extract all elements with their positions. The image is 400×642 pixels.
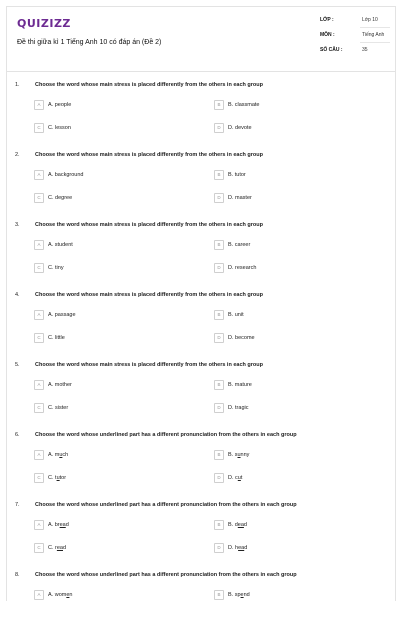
option-text [48, 195, 72, 201]
option-word-end: d [243, 522, 247, 528]
question-number: 2. [15, 152, 20, 158]
meta-label: MÔN : [320, 32, 335, 38]
option-word-start: classmate [234, 102, 260, 108]
option-word-start: s [234, 452, 238, 458]
option-label: A. [48, 312, 54, 318]
option-label: A. [48, 522, 54, 528]
option-word-underlined: ea [238, 545, 245, 551]
option-word-start: tragic [235, 405, 249, 411]
answer-option[interactable] [214, 450, 364, 460]
option-word-start: h [235, 545, 239, 551]
option-text [48, 475, 66, 481]
option-word-start: mother [54, 382, 72, 388]
option-label: B. [228, 242, 234, 248]
option-label: B. [228, 382, 234, 388]
option-label: B. [228, 172, 234, 178]
option-word-start: become [235, 335, 255, 341]
option-letter-box[interactable]: D [214, 263, 224, 273]
option-letter-box[interactable]: D [214, 403, 224, 413]
option-word-end: t [240, 475, 243, 481]
option-word-underlined: u [237, 452, 241, 458]
option-text [48, 382, 72, 388]
answer-option[interactable] [34, 333, 184, 343]
option-word-end: tor [59, 475, 67, 481]
option-word-start: tiny [55, 265, 64, 271]
question-text: Choose the word whose main stress is placed differently from the others in each group [35, 362, 263, 368]
answer-option[interactable] [214, 590, 364, 600]
option-word-start: wom [54, 592, 67, 598]
question-text: Choose the word whose main stress is placed differently from the others in each group [35, 222, 263, 228]
option-letter-box[interactable]: C [34, 263, 44, 273]
option-letter-box[interactable]: A [34, 170, 44, 180]
answer-option[interactable] [214, 333, 364, 343]
option-letter-box[interactable]: D [214, 333, 224, 343]
divider [360, 27, 390, 28]
option-label: D. [228, 545, 234, 551]
option-word-start: unit [234, 312, 244, 318]
option-letter-box[interactable]: B [214, 520, 224, 530]
option-word-underlined: u [59, 452, 63, 458]
option-label: B. [228, 522, 234, 528]
quizizz-logo: QUIZIZZ [17, 17, 71, 30]
answer-option[interactable] [34, 543, 184, 553]
option-text [48, 125, 71, 131]
option-word-start: r [55, 545, 57, 551]
meta-row-count [320, 45, 390, 60]
meta-label: LỚP : [320, 17, 334, 23]
option-word-start: m [54, 452, 60, 458]
option-word-underlined: ea [59, 522, 66, 528]
quiz-header [7, 7, 395, 72]
option-text [228, 522, 247, 528]
option-word-underlined: e [240, 592, 244, 598]
answer-option[interactable] [34, 123, 184, 133]
meta-value: 35 [362, 47, 368, 53]
answer-option[interactable] [214, 263, 364, 273]
option-letter-box[interactable]: B [214, 170, 224, 180]
option-letter-box[interactable]: C [34, 543, 44, 553]
option-label: D. [228, 335, 234, 341]
answer-option[interactable] [34, 403, 184, 413]
question-text: Choose the word whose main stress is placed differently from the others in each group [35, 82, 263, 88]
option-word-start: sister [55, 405, 69, 411]
option-label: C. [48, 195, 54, 201]
option-word-end: d [244, 545, 248, 551]
option-letter-box[interactable]: A [34, 380, 44, 390]
option-word-start: little [55, 335, 65, 341]
answer-option[interactable] [34, 450, 184, 460]
option-text [48, 172, 83, 178]
meta-row-grade [320, 15, 390, 30]
option-word-end: nny [240, 452, 250, 458]
option-letter-box[interactable]: A [34, 590, 44, 600]
question-text: Choose the word whose main stress is placed differently from the others in each group [35, 292, 263, 298]
option-word-start: research [235, 265, 257, 271]
option-text [48, 335, 65, 341]
option-word-start: career [234, 242, 251, 248]
question-number: 5. [15, 362, 20, 368]
option-text [48, 265, 64, 271]
question-item [7, 432, 395, 502]
question-text: Choose the word whose underlined part has a different pronunciation from the others in each group [35, 572, 297, 578]
question-number: 8. [15, 572, 20, 578]
answer-option[interactable] [214, 193, 364, 203]
option-label: A. [48, 382, 54, 388]
option-label: D. [228, 265, 234, 271]
option-text [228, 592, 250, 598]
option-word-start: passage [54, 312, 76, 318]
answer-option[interactable] [34, 100, 184, 110]
option-word-start: sp [234, 592, 241, 598]
question-text: Choose the word whose underlined part has a different pronunciation from the others in each group [35, 502, 297, 508]
option-letter-box[interactable]: B [214, 100, 224, 110]
question-item [7, 152, 395, 222]
option-word-end: ch [62, 452, 69, 458]
answer-option[interactable] [34, 240, 184, 250]
option-word-underlined: ea [237, 522, 244, 528]
option-text [48, 405, 68, 411]
option-text [228, 475, 242, 481]
option-letter-box[interactable]: A [34, 450, 44, 460]
option-word-start: lesson [55, 125, 71, 131]
option-text [228, 312, 244, 318]
option-text [48, 242, 73, 248]
option-word-start: people [54, 102, 72, 108]
option-label: C. [48, 125, 54, 131]
question-number: 7. [15, 502, 20, 508]
option-text [48, 545, 66, 551]
option-label: A. [48, 452, 54, 458]
option-word-end: n [69, 592, 73, 598]
option-label: D. [228, 475, 234, 481]
option-label: B. [228, 312, 234, 318]
option-letter-box[interactable]: C [34, 193, 44, 203]
option-letter-box[interactable]: C [34, 123, 44, 133]
option-label: D. [228, 405, 234, 411]
option-label: D. [228, 125, 234, 131]
option-word-start: c [235, 475, 238, 481]
question-text: Choose the word whose underlined part has a different pronunciation from the others in each group [35, 432, 297, 438]
option-text [48, 102, 71, 108]
option-text [228, 195, 252, 201]
option-label: B. [228, 452, 234, 458]
question-item [7, 222, 395, 292]
divider [360, 42, 390, 43]
option-word-underlined: e [66, 592, 70, 598]
answer-option[interactable] [34, 193, 184, 203]
meta-label: SỐ CÂU : [320, 47, 343, 53]
question-item [7, 572, 395, 642]
option-letter-box[interactable]: D [214, 473, 224, 483]
option-text [228, 102, 260, 108]
option-text [228, 172, 246, 178]
answer-option[interactable] [34, 310, 184, 320]
answer-option[interactable] [34, 380, 184, 390]
meta-row-subject [320, 30, 390, 45]
option-letter-box[interactable]: B [214, 450, 224, 460]
option-letter-box[interactable]: A [34, 310, 44, 320]
question-item [7, 362, 395, 432]
question-item [7, 502, 395, 572]
option-label: C. [48, 335, 54, 341]
option-text [228, 382, 252, 388]
option-letter-box[interactable]: A [34, 520, 44, 530]
option-word-start: tutor [234, 172, 246, 178]
option-text [48, 592, 72, 598]
option-letter-box[interactable]: C [34, 473, 44, 483]
option-word-start: mature [234, 382, 252, 388]
question-number: 6. [15, 432, 20, 438]
option-word-start: degree [55, 195, 73, 201]
answer-option[interactable] [214, 170, 364, 180]
option-word-start: t [55, 475, 57, 481]
option-letter-box[interactable]: D [214, 123, 224, 133]
option-word-underlined: u [56, 475, 60, 481]
option-text [228, 405, 248, 411]
meta-value: Lớp 10 [362, 17, 378, 23]
answer-option[interactable] [214, 473, 364, 483]
option-label: B. [228, 592, 234, 598]
option-letter-box[interactable]: B [214, 380, 224, 390]
answer-option[interactable] [214, 100, 364, 110]
option-label: A. [48, 592, 54, 598]
option-letter-box[interactable]: C [34, 403, 44, 413]
option-text [48, 522, 69, 528]
question-item [7, 292, 395, 362]
answer-option[interactable] [214, 123, 364, 133]
question-text: Choose the word whose main stress is placed differently from the others in each group [35, 152, 263, 158]
answer-option[interactable] [34, 170, 184, 180]
question-item [7, 82, 395, 152]
option-word-underlined: ea [56, 545, 63, 551]
option-text [48, 312, 76, 318]
option-label: C. [48, 405, 54, 411]
answer-option[interactable] [214, 543, 364, 553]
option-label: C. [48, 475, 54, 481]
option-letter-box[interactable]: C [34, 333, 44, 343]
question-number: 3. [15, 222, 20, 228]
answer-option[interactable] [34, 473, 184, 483]
option-letter-box[interactable]: D [214, 543, 224, 553]
option-letter-box[interactable]: B [214, 310, 224, 320]
option-label: C. [48, 265, 54, 271]
option-letter-box[interactable]: B [214, 240, 224, 250]
answer-option[interactable] [214, 380, 364, 390]
meta-value: Tiếng Anh [362, 32, 385, 38]
quiz-page [6, 6, 396, 601]
answer-option[interactable] [214, 520, 364, 530]
option-label: A. [48, 242, 54, 248]
answer-option[interactable] [34, 590, 184, 600]
option-text [228, 265, 256, 271]
option-word-start: d [234, 522, 238, 528]
option-label: A. [48, 102, 54, 108]
option-word-end: d [63, 545, 67, 551]
option-text [228, 545, 247, 551]
option-word-start: devote [235, 125, 252, 131]
option-label: B. [228, 102, 234, 108]
option-text [228, 452, 249, 458]
option-text [228, 335, 255, 341]
option-label: D. [228, 195, 234, 201]
page-title: Đề thi giữa kì 1 Tiếng Anh 10 có đáp án (Đề 2) [17, 39, 162, 46]
quiz-meta [320, 15, 390, 60]
option-letter-box[interactable]: B [214, 590, 224, 600]
question-number: 4. [15, 292, 20, 298]
option-text [48, 452, 68, 458]
option-word-start: student [54, 242, 73, 248]
answer-option[interactable] [214, 403, 364, 413]
option-letter-box[interactable]: A [34, 100, 44, 110]
answer-option[interactable] [214, 240, 364, 250]
option-word-underlined: u [237, 475, 241, 481]
answer-option[interactable] [34, 263, 184, 273]
option-text [228, 125, 252, 131]
option-word-end: nd [243, 592, 250, 598]
option-word-start: master [235, 195, 252, 201]
answer-option[interactable] [214, 310, 364, 320]
option-text [228, 242, 250, 248]
option-letter-box[interactable]: D [214, 193, 224, 203]
option-word-start: background [54, 172, 84, 178]
option-word-start: br [54, 522, 60, 528]
answer-option[interactable] [34, 520, 184, 530]
option-word-end: d [65, 522, 69, 528]
option-label: A. [48, 172, 54, 178]
question-number: 1. [15, 82, 20, 88]
option-letter-box[interactable]: A [34, 240, 44, 250]
option-label: C. [48, 545, 54, 551]
